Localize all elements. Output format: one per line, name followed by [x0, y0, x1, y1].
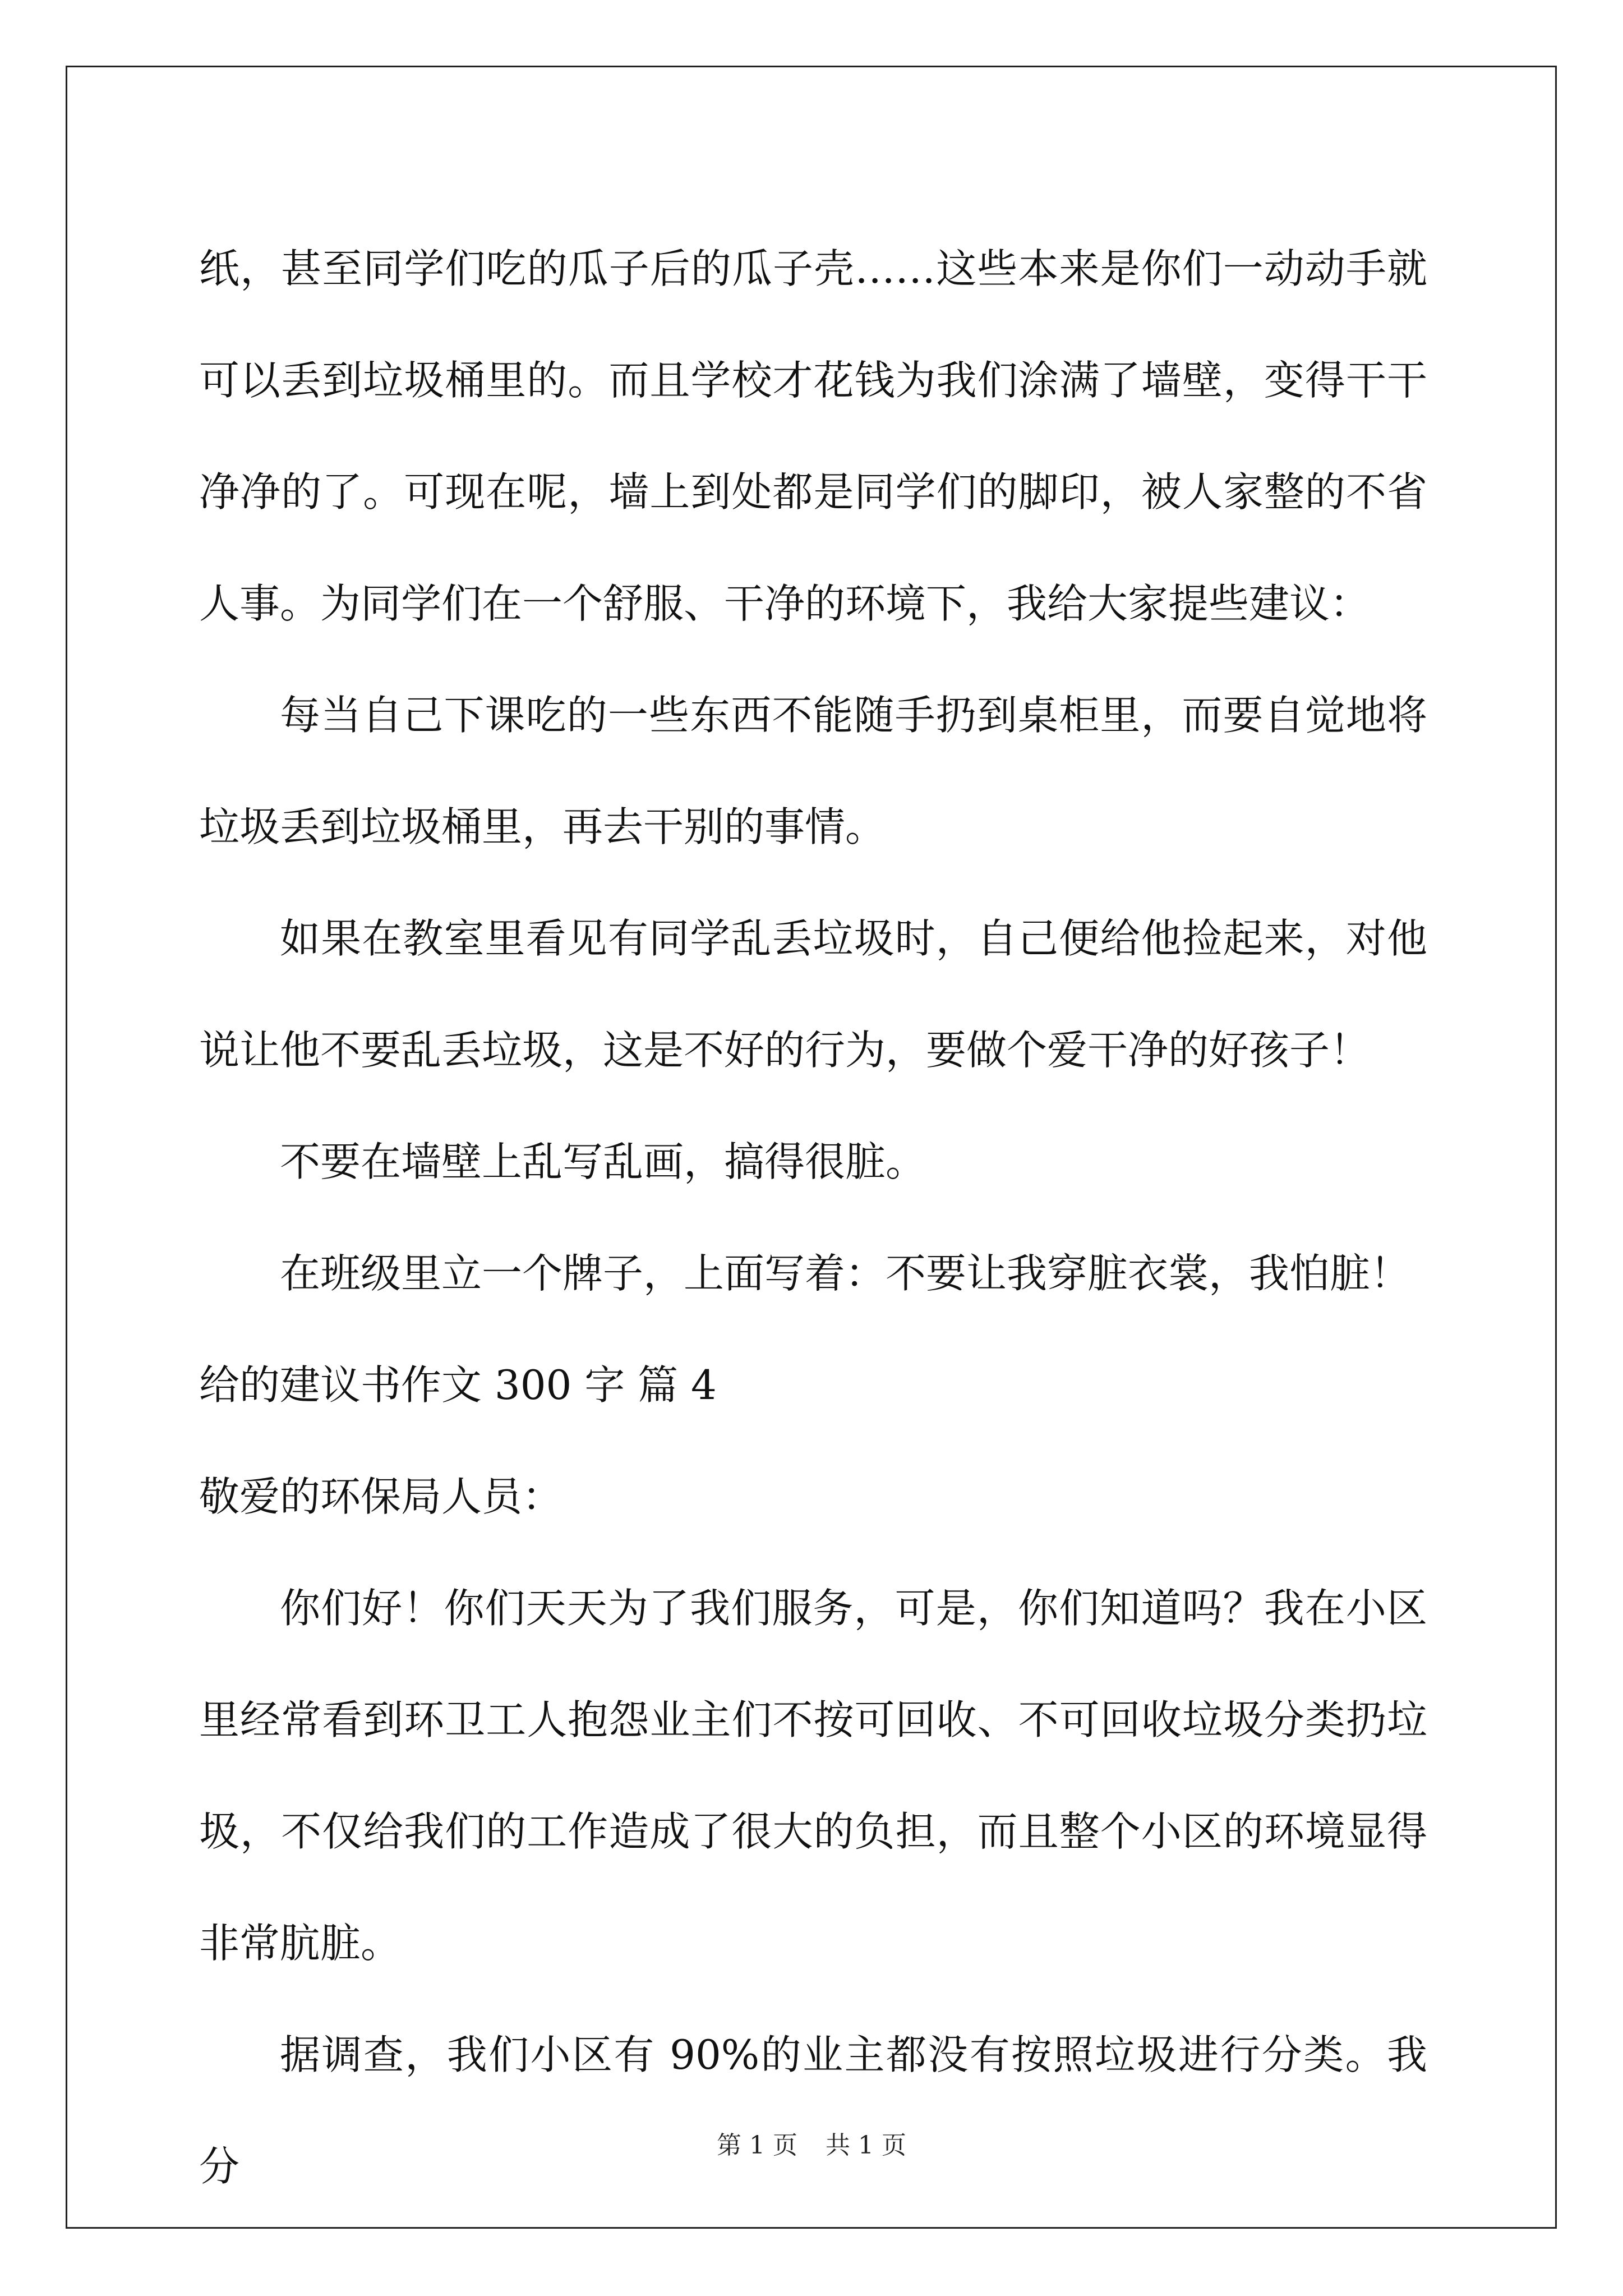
- page-number: 第 1 页: [717, 2131, 797, 2160]
- paragraph-4: 不要在墙壁上乱写乱画，搞得很脏。: [280, 1138, 926, 1185]
- page-total: 共 1 页: [826, 2131, 906, 2160]
- salutation: 敬爱的环保局人员：: [199, 1473, 563, 1520]
- document-body: [199, 213, 1427, 2223]
- paragraph-2: 每当自己下课吃的一些东西不能随手扔到桌柜里，而要自觉地将垃圾丢到垃圾桶里，再去干别的事情。: [199, 692, 1427, 850]
- paragraph-6: 你们好！你们天天为了我们服务，可是，你们知道吗？我在小区里经常看到环卫工人抱怨业主们不按可回收、不可回收垃圾分类扔垃圾，不仅给我们的工作造成了很大的负担，而且整个小区的环境显得非常肮脏。: [199, 1585, 1427, 1967]
- page-footer: [0, 2129, 1623, 2162]
- section-heading: 给的建议书作文 300 字 篇 4: [199, 1361, 717, 1409]
- paragraph-3: 如果在教室里看见有同学乱丢垃圾时，自己便给他捡起来，对他说让他不要乱丢垃圾，这是不好的行为，要做个爱干净的好孩子！: [199, 915, 1427, 1074]
- paragraph-7: 据调查，我们小区有 90%的业主都没有按照垃圾进行分类。我分: [199, 2031, 1427, 2190]
- paragraph-1: 纸，甚至同学们吃的瓜子后的瓜子壳……这些本来是你们一动动手就可以丢到垃圾桶里的。而且学校才花钱为我们涂满了墙壁，变得干干净净的了。可现在呢，墙上到处都是同学们的脚印，被人家整的不省人事。为同学们在一个舒服、干净的环境下，我给大家提些建议：: [199, 245, 1427, 627]
- paragraph-5: 在班级里立一个牌子，上面写着：不要让我穿脏衣裳，我怕脏！: [280, 1250, 1411, 1297]
